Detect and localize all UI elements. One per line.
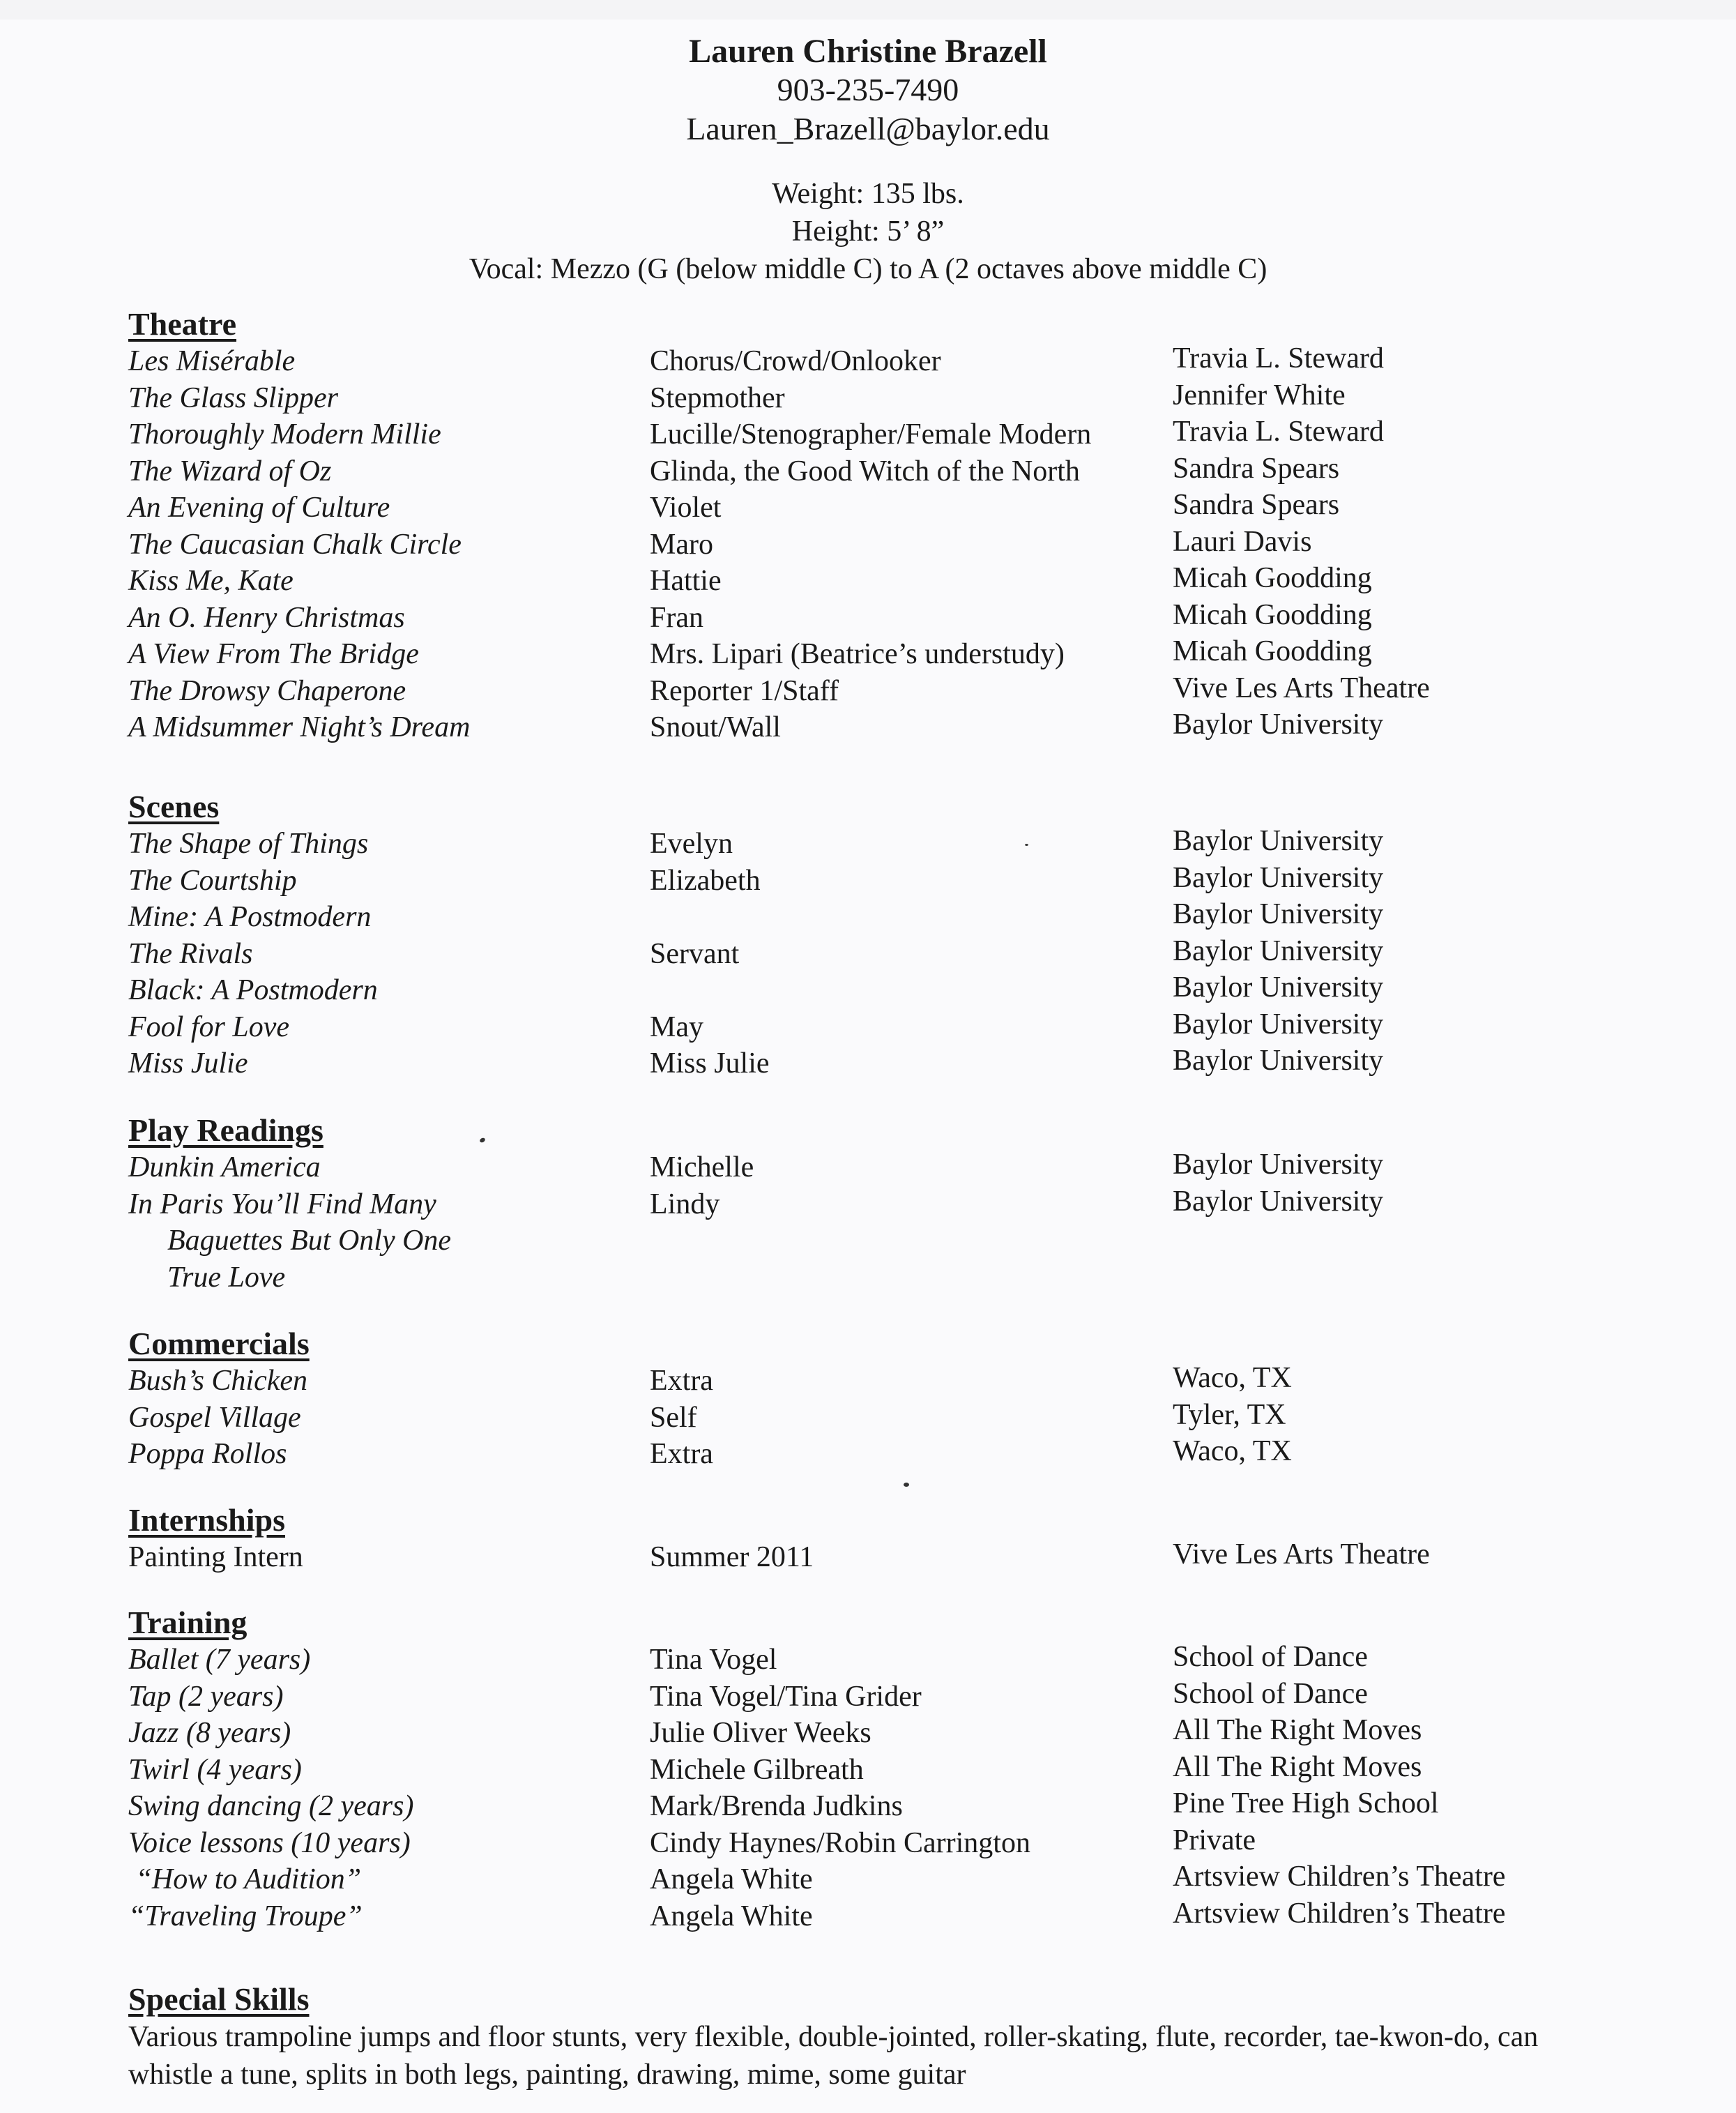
table-row	[128, 826, 1662, 863]
role: Extra	[650, 1438, 713, 1470]
training-course: Twirl (4 years)	[128, 1753, 302, 1786]
role: Mrs. Lipari (Beatrice’s understudy)	[650, 638, 1065, 670]
instructor: Angela White	[650, 1863, 813, 1895]
table-row	[128, 490, 1662, 527]
production-title: A View From The Bridge	[128, 638, 419, 670]
production-title: Les Misérable	[128, 345, 296, 377]
role: Lucille/Stenographer/Female Modern	[650, 418, 1092, 450]
table-row	[128, 1715, 1662, 1752]
venue: Vive Les Arts Theatre	[1173, 1538, 1430, 1570]
table-row	[128, 899, 1662, 936]
venue: Baylor University	[1173, 934, 1384, 967]
table-row	[128, 1539, 1662, 1576]
role: Servant	[650, 937, 740, 970]
venue: Baylor University	[1173, 1149, 1384, 1181]
role: Miss Julie	[650, 1047, 770, 1080]
director-venue: Micah Goodding	[1173, 598, 1372, 631]
production-title: An O. Henry Christmas	[128, 601, 405, 634]
training-course: Tap (2 years)	[128, 1680, 284, 1713]
candidate-name: Lauren Christine Brazell	[689, 33, 1047, 70]
role: Reporter 1/Staff	[650, 674, 839, 707]
section-title: Internships	[128, 1502, 285, 1538]
production-title: The Glass Slipper	[128, 381, 339, 414]
table-row	[128, 1400, 1662, 1437]
director-venue: Micah Goodding	[1173, 562, 1372, 594]
role: Snout/Wall	[650, 711, 781, 743]
table-row	[128, 709, 1662, 746]
scene-title: Black: A Postmodern	[128, 974, 378, 1006]
period: Summer 2011	[650, 1541, 814, 1573]
school: Artsview Children’s Theatre	[1173, 1861, 1506, 1893]
table-row	[128, 343, 1662, 380]
training-course: Jazz (8 years)	[128, 1717, 291, 1749]
play-readings-section	[128, 1112, 1662, 1296]
scene-title: The Rivals	[128, 937, 253, 970]
table-row	[128, 1788, 1662, 1825]
scan-speck	[1025, 844, 1028, 846]
production-title: Thoroughly Modern Millie	[128, 418, 441, 450]
commercial-title: Bush’s Chicken	[128, 1365, 308, 1397]
training-section	[128, 1604, 1662, 1934]
venue: Baylor University	[1173, 825, 1384, 857]
table-row	[128, 453, 1662, 490]
table-row	[128, 673, 1662, 710]
height-line: Height: 5’ 8”	[791, 215, 945, 248]
table-row	[128, 1642, 1662, 1679]
role: Michelle	[650, 1151, 754, 1183]
training-course: Voice lessons (10 years)	[128, 1826, 411, 1859]
venue: Baylor University	[1173, 971, 1384, 1004]
director-venue: Sandra Spears	[1173, 452, 1340, 485]
table-row	[128, 1149, 1662, 1186]
reading-title: In Paris You’ll Find Many	[128, 1188, 436, 1220]
table-row	[128, 936, 1662, 973]
reading-title-continued: Baguettes But Only One	[167, 1225, 452, 1257]
instructor: Julie Oliver Weeks	[650, 1717, 871, 1749]
training-course: Swing dancing (2 years)	[128, 1790, 414, 1822]
table-row	[128, 1679, 1662, 1716]
table-row	[128, 1009, 1662, 1046]
production-title: An Evening of Culture	[128, 492, 390, 524]
theatre-section	[128, 305, 1662, 746]
table-row	[128, 1861, 1662, 1898]
production-title: The Wizard of Oz	[128, 455, 332, 487]
role: Fran	[650, 601, 703, 634]
instructor: Mark/Brenda Judkins	[650, 1790, 903, 1822]
instructor: Tina Vogel	[650, 1644, 777, 1676]
section-title: Commercials	[128, 1326, 310, 1361]
table-row	[128, 1363, 1662, 1400]
table-row	[128, 563, 1662, 600]
table-row	[128, 527, 1662, 563]
scan-speck	[904, 1483, 909, 1487]
internship-title: Painting Intern	[128, 1541, 303, 1573]
resume-page	[0, 20, 1736, 2113]
table-row	[128, 380, 1662, 417]
school: School of Dance	[1173, 1677, 1368, 1710]
venue: Baylor University	[1173, 898, 1384, 930]
director-venue: Lauri Davis	[1173, 525, 1312, 558]
reading-title-continued: True Love	[167, 1261, 286, 1294]
production-title: A Midsummer Night’s Dream	[128, 711, 471, 743]
scene-title: Miss Julie	[128, 1047, 248, 1080]
director-venue: Vive Les Arts Theatre	[1173, 672, 1430, 704]
role: Elizabeth	[650, 864, 761, 897]
special-skills-section	[128, 1981, 1662, 2093]
role: Evelyn	[650, 828, 733, 860]
table-row	[128, 1259, 1662, 1296]
instructor: Cindy Haynes/Robin Carrington	[650, 1826, 1030, 1859]
role: May	[650, 1010, 703, 1043]
production-title: The Drowsy Chaperone	[128, 674, 406, 707]
section-title: Play Readings	[128, 1112, 323, 1148]
director-venue: Jennifer White	[1173, 379, 1346, 411]
location: Waco, TX	[1173, 1362, 1292, 1394]
school: Pine Tree High School	[1173, 1787, 1439, 1819]
instructor: Michele Gilbreath	[650, 1753, 864, 1786]
production-title: Kiss Me, Kate	[128, 565, 294, 597]
scene-title: The Shape of Things	[128, 828, 369, 860]
role: Hattie	[650, 565, 722, 597]
production-title: The Caucasian Chalk Circle	[128, 528, 462, 561]
table-row	[128, 972, 1662, 1009]
table-row	[128, 636, 1662, 673]
table-row	[128, 600, 1662, 637]
table-row	[128, 1436, 1662, 1473]
school: School of Dance	[1173, 1641, 1368, 1673]
venue: Baylor University	[1173, 1185, 1384, 1218]
section-title: Theatre	[128, 306, 237, 342]
special-skills-text: Various trampoline jumps and floor stunts, very flexible, double-jointed, roller-skating, flute, recorder, tae-kwon-do, can whistle a tune, splits in both legs, painting, drawing, mime, some guitar	[128, 2021, 1539, 2091]
commercials-section	[128, 1325, 1662, 1473]
training-course: Ballet (7 years)	[128, 1644, 311, 1676]
section-title: Training	[128, 1605, 248, 1640]
instructor: Tina Vogel/Tina Grider	[650, 1680, 922, 1713]
role: Violet	[650, 492, 722, 524]
role: Lindy	[650, 1188, 720, 1220]
section-title: Special Skills	[128, 1981, 310, 2017]
reading-title: Dunkin America	[128, 1151, 321, 1183]
table-row	[128, 1898, 1662, 1935]
school: Artsview Children’s Theatre	[1173, 1897, 1506, 1930]
phone-number: 903-235-7490	[777, 72, 959, 107]
vocal-range-line: Vocal: Mezzo (G (below middle C) to A (2 octaves above middle C)	[469, 253, 1267, 285]
table-row	[128, 1825, 1662, 1862]
role: Self	[650, 1401, 697, 1434]
role: Maro	[650, 528, 713, 561]
training-course: “How to Audition”	[128, 1863, 362, 1895]
role: Chorus/Crowd/Onlooker	[650, 345, 941, 377]
school: All The Right Moves	[1173, 1714, 1422, 1746]
scenes-section	[128, 788, 1662, 1082]
venue: Baylor University	[1173, 861, 1384, 894]
table-row	[128, 1752, 1662, 1789]
table-row	[128, 1186, 1662, 1223]
section-title: Scenes	[128, 789, 220, 824]
director-venue: Travia L. Steward	[1173, 342, 1384, 374]
role: Stepmother	[650, 381, 785, 414]
table-row	[128, 416, 1662, 453]
internships-section	[128, 1501, 1662, 1576]
training-course: “Traveling Troupe”	[128, 1900, 363, 1932]
scene-title: Fool for Love	[128, 1010, 289, 1043]
venue: Baylor University	[1173, 1045, 1384, 1077]
director-venue: Travia L. Steward	[1173, 416, 1384, 448]
venue: Baylor University	[1173, 1008, 1384, 1040]
location: Waco, TX	[1173, 1435, 1292, 1467]
director-venue: Sandra Spears	[1173, 489, 1340, 521]
table-row	[128, 1222, 1662, 1259]
school: All The Right Moves	[1173, 1750, 1422, 1783]
role: Glinda, the Good Witch of the North	[650, 455, 1080, 487]
location: Tyler, TX	[1173, 1398, 1286, 1431]
scene-title: The Courtship	[128, 864, 297, 897]
school: Private	[1173, 1824, 1256, 1856]
commercial-title: Gospel Village	[128, 1401, 301, 1434]
role: Extra	[650, 1365, 713, 1397]
director-venue: Baylor University	[1173, 709, 1384, 741]
commercial-title: Poppa Rollos	[128, 1438, 287, 1470]
weight-line: Weight: 135 lbs.	[772, 178, 964, 210]
table-row	[128, 1045, 1662, 1082]
scene-title: Mine: A Postmodern	[128, 901, 372, 933]
instructor: Angela White	[650, 1900, 813, 1932]
email-address: Lauren_Brazell@baylor.edu	[686, 111, 1050, 146]
table-row	[128, 863, 1662, 900]
director-venue: Micah Goodding	[1173, 635, 1372, 667]
